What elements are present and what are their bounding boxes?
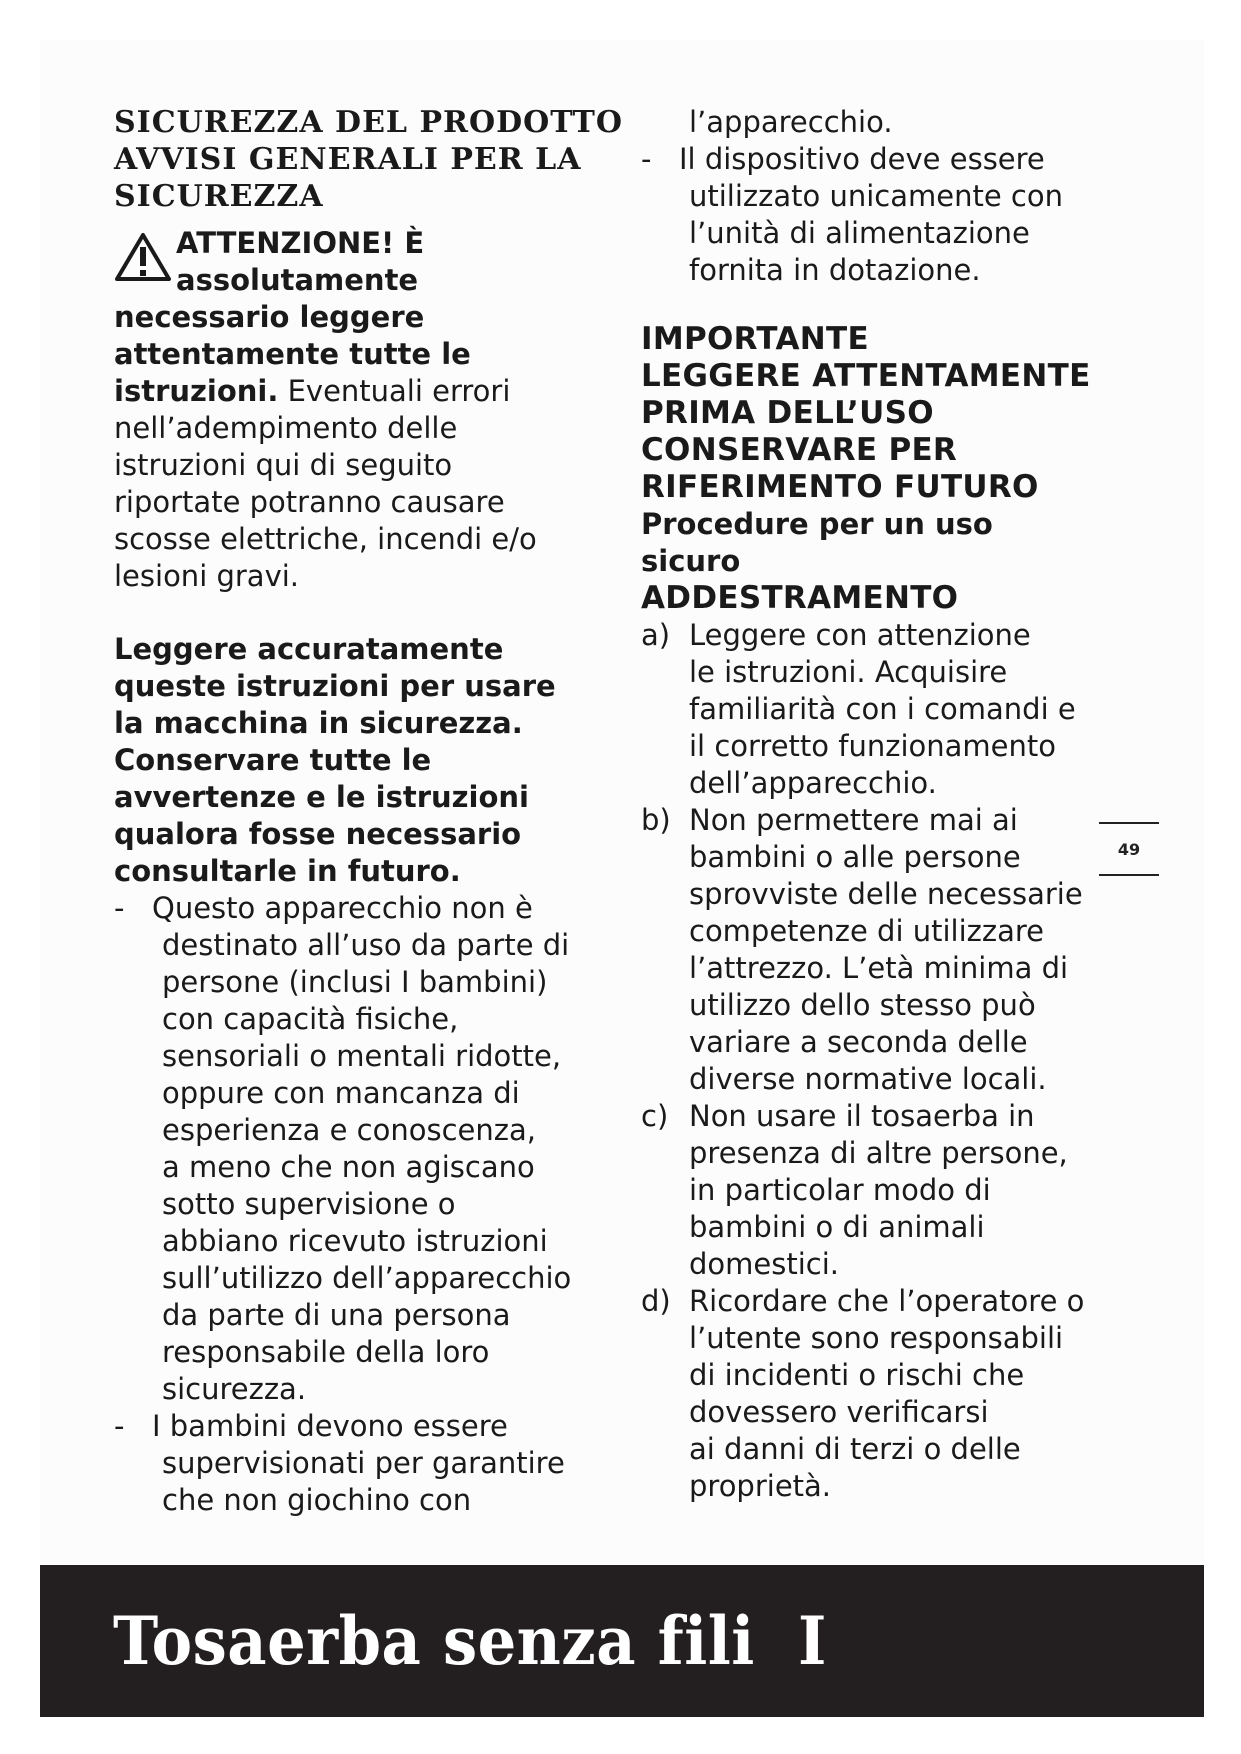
list-line: bambini o di animali — [689, 1210, 985, 1244]
heading-line: LEGGERE ATTENTAMENTE — [641, 358, 1091, 394]
list-line: Ricordare che l’operatore o — [689, 1284, 1085, 1318]
list-line: oppure con mancanza di — [162, 1076, 520, 1110]
list-line: le istruzioni. Acquisire — [689, 655, 1008, 689]
page-number: 49 — [1117, 839, 1141, 859]
list-item — [641, 617, 1171, 802]
warning-text-line: lesioni gravi. — [114, 559, 300, 593]
warning-block — [114, 225, 624, 595]
read-line: la macchina in sicurezza. — [114, 706, 523, 740]
list-line: responsabile della loro — [162, 1335, 490, 1369]
list-line: dovessero verificarsi — [689, 1395, 989, 1429]
warning-text-inline: Eventuali errori — [287, 374, 511, 408]
list-line: Il dispositivo deve essere — [679, 142, 1045, 176]
read-line: consultarle in futuro. — [114, 854, 461, 888]
list-marker: a) — [641, 618, 671, 652]
list-line: Non permettere mai ai — [689, 803, 1018, 837]
warning-bold-line: assolutamente — [176, 263, 419, 297]
list-line: abbiano ricevuto istruzioni — [162, 1224, 548, 1258]
list-marker: b) — [641, 803, 671, 837]
read-instructions-block — [114, 631, 624, 890]
list-line: dell’apparecchio. — [689, 766, 937, 800]
read-line: avvertenze e le istruzioni — [114, 780, 529, 814]
right-column — [641, 104, 1171, 1505]
read-line: qualora fosse necessario — [114, 817, 522, 851]
left-column — [114, 104, 624, 1519]
list-line: I bambini devono essere — [152, 1409, 508, 1443]
heading-line: SICUREZZA — [114, 179, 324, 214]
list-marker: c) — [641, 1099, 669, 1133]
important-heading — [641, 321, 1171, 506]
list-line: competenze di utilizzare — [689, 914, 1045, 948]
warning-triangle-icon — [114, 231, 172, 283]
list-item — [641, 1098, 1171, 1283]
list-item — [114, 890, 624, 1408]
list-line: utilizzato unicamente con — [689, 179, 1063, 213]
list-line: ai danni di terzi o delle — [689, 1432, 1021, 1466]
heading-line: AVVISI GENERALI PER LA — [114, 142, 582, 177]
list-item — [641, 1283, 1171, 1505]
list-line: da parte di una persona — [162, 1298, 511, 1332]
heading-line: PRIMA DELL’USO — [641, 395, 934, 431]
read-line: queste istruzioni per usare — [114, 669, 556, 703]
list-line: l’utente sono responsabili — [689, 1321, 1064, 1355]
section-heading — [114, 104, 624, 215]
warning-text-line: istruzioni qui di seguito — [114, 448, 453, 482]
list-item — [114, 1408, 624, 1519]
footer-title: Tosaerba senza fili I — [113, 1602, 827, 1680]
list-line: presenza di altre persone, — [689, 1136, 1068, 1170]
list-line: di incidenti o rischi che — [689, 1358, 1025, 1392]
list-item — [641, 802, 1171, 1098]
warning-text-line: scosse elettriche, incendi e/o — [114, 522, 537, 556]
list-line: a meno che non agiscano — [162, 1150, 535, 1184]
list-line: Leggere con attenzione — [689, 618, 1031, 652]
list-line: bambini o alle persone — [689, 840, 1021, 874]
warning-text-line: riportate potranno causare — [114, 485, 505, 519]
heading-line: CONSERVARE PER — [641, 432, 958, 468]
list-line: Questo apparecchio non è — [152, 891, 533, 925]
list-line: domestici. — [689, 1247, 839, 1281]
read-line: Conservare tutte le — [114, 743, 432, 777]
list-line: esperienza e conoscenza, — [162, 1113, 536, 1147]
warning-bold-inline: istruzioni. — [114, 374, 279, 408]
list-line: proprietà. — [689, 1469, 832, 1503]
dash-bullet: - — [114, 1409, 125, 1443]
warning-bold-line: attentamente tutte le — [114, 337, 471, 371]
list-line: con capacità fisiche, — [162, 1002, 459, 1036]
training-heading: ADDESTRAMENTO — [641, 580, 959, 616]
footer-banner — [40, 1565, 1204, 1717]
warning-text-line: nell’adempimento delle — [114, 411, 458, 445]
heading-line: SICUREZZA DEL PRODOTTO — [114, 105, 623, 140]
heading-line: IMPORTANTE — [641, 321, 869, 357]
dash-bullet: - — [641, 142, 652, 176]
list-line: diverse normative locali. — [689, 1062, 1047, 1096]
list-marker: d) — [641, 1284, 671, 1318]
list-line: sicurezza. — [162, 1372, 307, 1406]
page-number-box — [1099, 822, 1159, 876]
list-line: sensoriali o mentali ridotte, — [162, 1039, 562, 1073]
warning-bold-line: necessario leggere — [114, 300, 425, 334]
list-line: che non giochino con — [162, 1483, 472, 1517]
list-line: l’unità di alimentazione — [689, 216, 1030, 250]
list-continuation: l’apparecchio. — [689, 105, 893, 139]
list-line: sprovviste delle necessarie — [689, 877, 1083, 911]
list-line: utilizzo dello stesso può — [689, 988, 1036, 1022]
dash-bullet: - — [114, 891, 125, 925]
list-line: familiarità con i comandi e — [689, 692, 1076, 726]
list-line: destinato all’uso da parte di — [162, 928, 570, 962]
heading-line: sicuro — [641, 544, 741, 578]
list-line: fornita in dotazione. — [689, 253, 981, 287]
list-line: Non usare il tosaerba in — [689, 1099, 1035, 1133]
list-line: sull’utilizzo dell’apparecchio — [162, 1261, 572, 1295]
list-line: supervisionati per garantire — [162, 1446, 565, 1480]
procedures-heading — [641, 506, 1171, 580]
list-item — [641, 141, 1171, 289]
heading-line: RIFERIMENTO FUTURO — [641, 469, 1039, 505]
read-line: Leggere accuratamente — [114, 632, 504, 666]
list-line: variare a seconda delle — [689, 1025, 1028, 1059]
list-line: in particolar modo di — [689, 1173, 991, 1207]
heading-line: Procedure per un uso — [641, 507, 993, 541]
warning-bold-line: ATTENZIONE! È — [176, 226, 425, 260]
list-line: l’attrezzo. L’età minima di — [689, 951, 1069, 985]
list-line: il corretto funzionamento — [689, 729, 1056, 763]
list-line: sotto supervisione o — [162, 1187, 456, 1221]
list-line: persone (inclusi I bambini) — [162, 965, 548, 999]
warning-mixed-line — [114, 373, 624, 410]
